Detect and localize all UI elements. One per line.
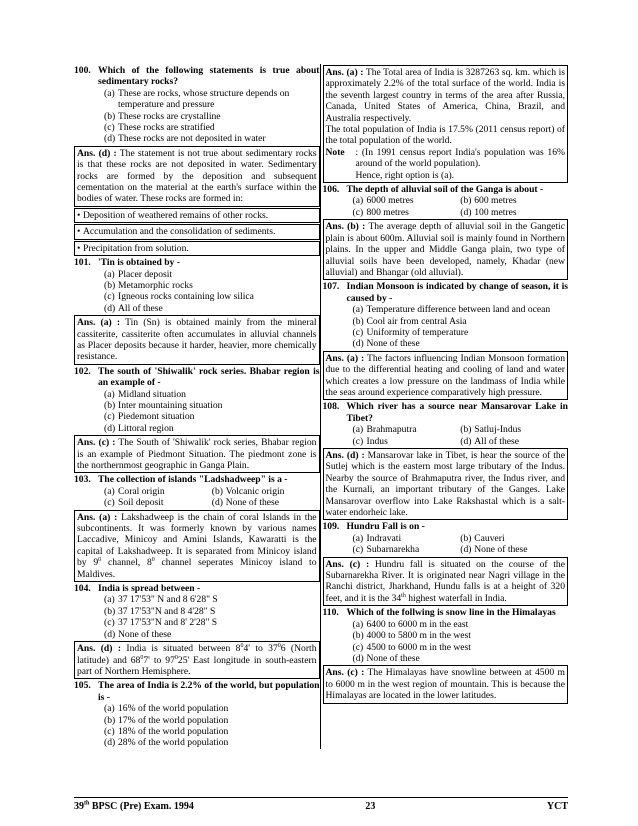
answer-100-bullet-1: • Deposition of weathered remains of other rocks.	[74, 208, 320, 223]
options-104: (a) 37 17'53" N and 8 6'28" S (b) 37 17'53"N and 8 4'28" S (c) 37 17'53"N and 8' 2'28" S (d) None of these	[104, 594, 218, 640]
options-109: (a) Indravati (b) Cauveri (c) Subarnarekha (d) None of these	[352, 532, 528, 556]
question-number: 100.	[74, 65, 91, 76]
question-100	[74, 65, 320, 88]
right-column	[323, 64, 569, 705]
option-b: (b) These rocks are crystalline	[104, 110, 221, 122]
question-105: 105. The area of India is 2.2% of the world, but population is -	[74, 680, 320, 703]
bullet-icon: •	[77, 226, 81, 238]
publisher-name: YCT	[546, 801, 568, 812]
question-106: 106. The depth of alluvial soil of the Ganga is about -	[322, 184, 544, 196]
answer-label: Ans. (d) :	[77, 147, 117, 159]
exam-title: 39th BPSC (Pre) Exam. 1994	[74, 800, 194, 812]
answer-109: Ans. (c) : Hundru fall is situated on the course of the Subarnarekha River. It is originated near Nagri village in the Ranchi district, Jharkhand, Hundu falls is at a height of 320 feet, and it is the 34th highest waterfall in India.	[323, 557, 569, 607]
question-110: 110. Which of the follwing is snow line in the Himalayas	[322, 607, 556, 619]
bullet-icon: •	[77, 242, 81, 254]
answer-100-bullet-2: • Accumulation and the consolidation of sediments.	[74, 224, 320, 239]
question-102: 102. The south of 'Shiwalik' rock series. Bhabar region is an example of -	[74, 365, 320, 389]
answer-100	[74, 146, 320, 207]
question-101: 101. 'Tin is obtained by -	[74, 257, 180, 269]
options-102: (a) Midland situation (b) Inter mountaining situation (c) Piedemont situation (d) Littoral region	[104, 388, 223, 434]
options-110: (a) 6400 to 6000 m in the east (b) 4000 to 5800 m in the west (c) 4500 to 6000 m in the west (d) None of these	[352, 618, 471, 664]
answer-text: The statement is not true about sedimentary rocks is that these rocks are not deposited in water. Sedimentary rocks are formed by the deposition and subsequent cementation on the material at the earth's surface within the bodies of water. These rocks are formed in:	[77, 147, 317, 205]
note: Note : (In 1991 census report India's population was 16% around of the world population). Hence, right option is (a).	[325, 146, 565, 181]
option-c: (c) These rocks are stratified	[104, 122, 215, 134]
options-108: (a) Brahmaputra (b) Satluj-Indus (c) Indus (d) All of these	[352, 424, 522, 447]
answer-103: Ans. (a) : Lakshadweep is the chain of coral Islands in the subcontinents. It was formerly known by various names Laccadive, Minicoy and Amini Islands, Kawaratti is the capital of Lakshadweep. It is separated from Minicoy island by $9^0$ channel, $8^0$ channel seperates Minicoy island to Maldives.	[74, 510, 320, 582]
page-number: 23	[365, 801, 376, 812]
answer-107: Ans. (a) : The factors influencing Indian Monsoon formation due to the differential heating and cooling of land and water which creates a low pressure on the landmass of India while the seas around experience comparatively high pressure.	[323, 351, 569, 401]
answer-100-bullet-3: • Precipitation from solution.	[74, 241, 320, 256]
page-footer	[74, 797, 568, 812]
option-a: (a) These are rocks, whose structure depends on temperature and pressure	[104, 87, 290, 111]
option-d: (d) These rocks are not deposited in water	[104, 133, 266, 145]
bullet-icon: •	[77, 209, 81, 221]
answer-108: Ans. (d) : Mansarovar lake in Tibet, is hear the source of the Sutlej which is the eastern most large tributary of the Indus. Nearby the source of Brahmaputra river, the Indus river, and the Kurnali, an important tributary of the Ganges. Lake Mansarovar overflow into Lake Rakshastal which is a salt-water endorheic lake.	[323, 448, 569, 520]
question-103: 103. The collection of islands "Ladshadweep" is a -	[74, 474, 288, 486]
answer-106: Ans. (b) : The average depth of alluvial soil in the Gangetic plain is about 600m. Alluvial soil is mainly found in Northern plains. In the upper and Middle Ganga plain, two type of alluvial soils have been developed, namely, Khadar (new alluvial) and Bhangar (old alluvial).	[323, 219, 569, 280]
question-107: 107. Indian Monsoon is indicated by change of season, it is caused by -	[322, 281, 568, 304]
two-column-layout	[74, 64, 568, 749]
answer-102: Ans. (c) : The South of 'Shiwalik' rock series, Bhabar region is an example of Piedmont Situation. The piedmont zone is the northernmost geographic in Ganga Plain.	[74, 435, 320, 473]
options-100	[74, 88, 320, 145]
left-column	[74, 64, 321, 749]
options-106: (a) 6000 metres (b) 600 metres (c) 800 metres (d) 100 metres	[352, 195, 517, 218]
question-text: Which of the following statements is true about sedimentary rocks?	[98, 65, 320, 88]
answer-105: Ans. (a) : The Total area of India is 3287263 sq. km. which is approximately 2.2% of the total surface of the world. India is the seventh largest country in terms of the area after Russia, Canada, United States of America, China, Brazil, and Australia respectively. The total population of India is 17.5% (2011 census report) of the total population of the world. Note : (In 1991 census report India's population was 16% around of the world population). Hence, right option is (a).	[323, 65, 569, 183]
page	[74, 64, 568, 749]
answer-110: Ans. (c) : The Himalayas have snowline between at 4500 m to 6000 m in the west region of mountain. This is because the Himalayas are located in the lower latitudes.	[323, 665, 569, 703]
question-108: 108. Which river has a source near Mansarovar Lake in Tibet?	[322, 401, 568, 424]
options-105: (a) 16% of the world population (b) 17% of the world population (c) 18% of the world population (d) 28% of the world population	[104, 703, 229, 749]
question-104: 104. India is spread between -	[74, 583, 201, 595]
answer-104: Ans. (d) : India is situated between $8^04'$ to $37^06$ (North latitude) and $68^07'$ to $97^025'$ East longitude in south-eastern part of Northern Hemisphere.	[74, 641, 320, 679]
question-109: 109. Hundru Fall is on -	[322, 521, 425, 533]
answer-101: Ans. (a) : Tin (Sn) is obtained mainly from the mineral cassiterite, cassiterite often accumulates in alluvial channels as Placer deposits because it harder, heavier, more chemically resistance.	[74, 315, 320, 365]
options-107: (a) Temperature difference between land and ocean (b) Cool air from central Asia (c) Uniformity of temperature (d) None of these	[352, 304, 551, 350]
options-103: (a) Coral origin (b) Volcanic origin (c) Soil deposit (d) None of these	[104, 485, 285, 509]
options-101: (a) Placer deposit (b) Metamorphic rocks (c) Igneous rocks containing low silica (d) All of these	[104, 268, 254, 314]
